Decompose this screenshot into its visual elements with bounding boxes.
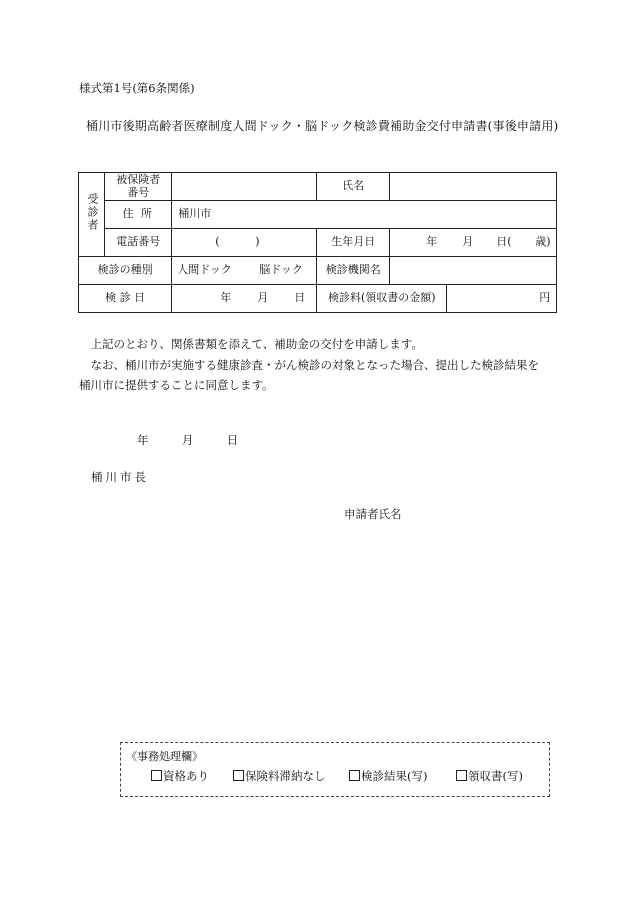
exam-type-option-brain-dock[interactable]: 脳ドック — [259, 263, 303, 276]
checkbox-eligibility-label: 資格あり — [163, 769, 209, 783]
date-day-label: 日 — [226, 433, 239, 447]
insured-number-label-text: 被保険者番号 — [116, 173, 161, 200]
birthdate-field[interactable] — [390, 229, 557, 257]
exam-date-label — [79, 285, 172, 313]
body-paragraph-1-text: 上記のとおり、関係書類を添えて、補助金の交付を申請します。 — [90, 337, 423, 351]
phone-label-text: 電話番号 — [116, 235, 161, 249]
exam-date-year: 年 — [220, 291, 232, 304]
examinee-label-text: 受診者 — [85, 193, 99, 233]
insured-number-field[interactable] — [172, 173, 317, 201]
exam-type-label-text: 検診の種別 — [97, 263, 153, 277]
exam-fee-field[interactable] — [447, 285, 557, 313]
exam-date-field[interactable] — [172, 285, 317, 313]
exam-fee-unit: 円 — [539, 291, 551, 305]
checkbox-receipt[interactable] — [456, 768, 523, 784]
body-paragraph-2 — [79, 357, 539, 373]
birth-year: 年 — [426, 235, 438, 248]
checkbox-receipt-label: 領収書(写) — [468, 769, 523, 783]
form-number: 様式第1号(第6条関係) — [79, 81, 195, 95]
insured-number-label — [105, 173, 172, 201]
body-paragraph-1 — [79, 336, 423, 352]
document-title: 桶川市後期高齢者医療制度人間ドック・脳ドック検診費補助金交付申請書(事後申請用) — [86, 119, 559, 133]
checkbox-square-icon — [456, 770, 467, 781]
checkbox-square-icon — [349, 770, 360, 781]
exam-fee-label — [317, 285, 447, 313]
checkbox-eligibility[interactable] — [151, 768, 209, 784]
body-paragraph-2-text: なお、桶川市が実施する健康診査・がん検診の対象となった場合、提出した検診結果を — [90, 358, 539, 372]
date-year-label: 年 — [137, 433, 149, 447]
birth-age: 歳) — [535, 235, 551, 248]
checkbox-no-arrears[interactable] — [233, 768, 326, 784]
exam-type-option-human-dock[interactable]: 人間ドック — [177, 263, 232, 276]
phone-label — [105, 229, 172, 257]
birth-day: 日( — [496, 235, 512, 248]
address-field[interactable] — [172, 201, 557, 229]
examinee-label — [79, 173, 105, 257]
name-field[interactable] — [390, 173, 557, 201]
checkbox-exam-results-label: 検診結果(写) — [361, 769, 428, 783]
office-use-title: 《事務処理欄》 — [126, 750, 203, 763]
exam-date-month: 月 — [257, 291, 269, 304]
exam-date-day: 日 — [294, 291, 306, 304]
application-table — [78, 172, 557, 313]
birthdate-label — [317, 229, 390, 257]
exam-institution-field[interactable] — [390, 257, 557, 285]
checkbox-exam-results[interactable] — [349, 768, 427, 784]
phone-paren-open: ( — [215, 235, 220, 248]
office-use-box — [120, 742, 550, 797]
exam-type-label — [79, 257, 172, 285]
addressee: 桶川市長 — [91, 470, 149, 484]
phone-field[interactable] — [172, 229, 317, 257]
exam-institution-label-text: 検診機関名 — [325, 263, 381, 277]
address-label-text: 住 所 — [122, 207, 155, 221]
applicant-name-label: 申請者氏名 — [344, 507, 402, 521]
application-date-line — [137, 432, 238, 448]
birth-month: 月 — [462, 235, 474, 248]
name-label-text: 氏名 — [342, 179, 365, 193]
date-month-label: 月 — [181, 433, 194, 447]
exam-date-label-text: 検 診 日 — [105, 291, 146, 305]
birthdate-label-text: 生年月日 — [331, 235, 376, 249]
body-paragraph-3: 桶川市に提供することに同意します。 — [79, 378, 274, 392]
phone-paren-close: ) — [255, 235, 260, 248]
address-value: 桶川市 — [178, 207, 212, 221]
checkbox-square-icon — [233, 770, 244, 781]
exam-fee-label-text: 検診料(領収書の金額) — [327, 291, 436, 305]
name-label — [317, 173, 390, 201]
checkbox-square-icon — [151, 770, 162, 781]
address-label — [105, 201, 172, 229]
exam-institution-label — [317, 257, 390, 285]
exam-type-field[interactable] — [172, 257, 317, 285]
checkbox-no-arrears-label: 保険料滞納なし — [245, 769, 326, 783]
